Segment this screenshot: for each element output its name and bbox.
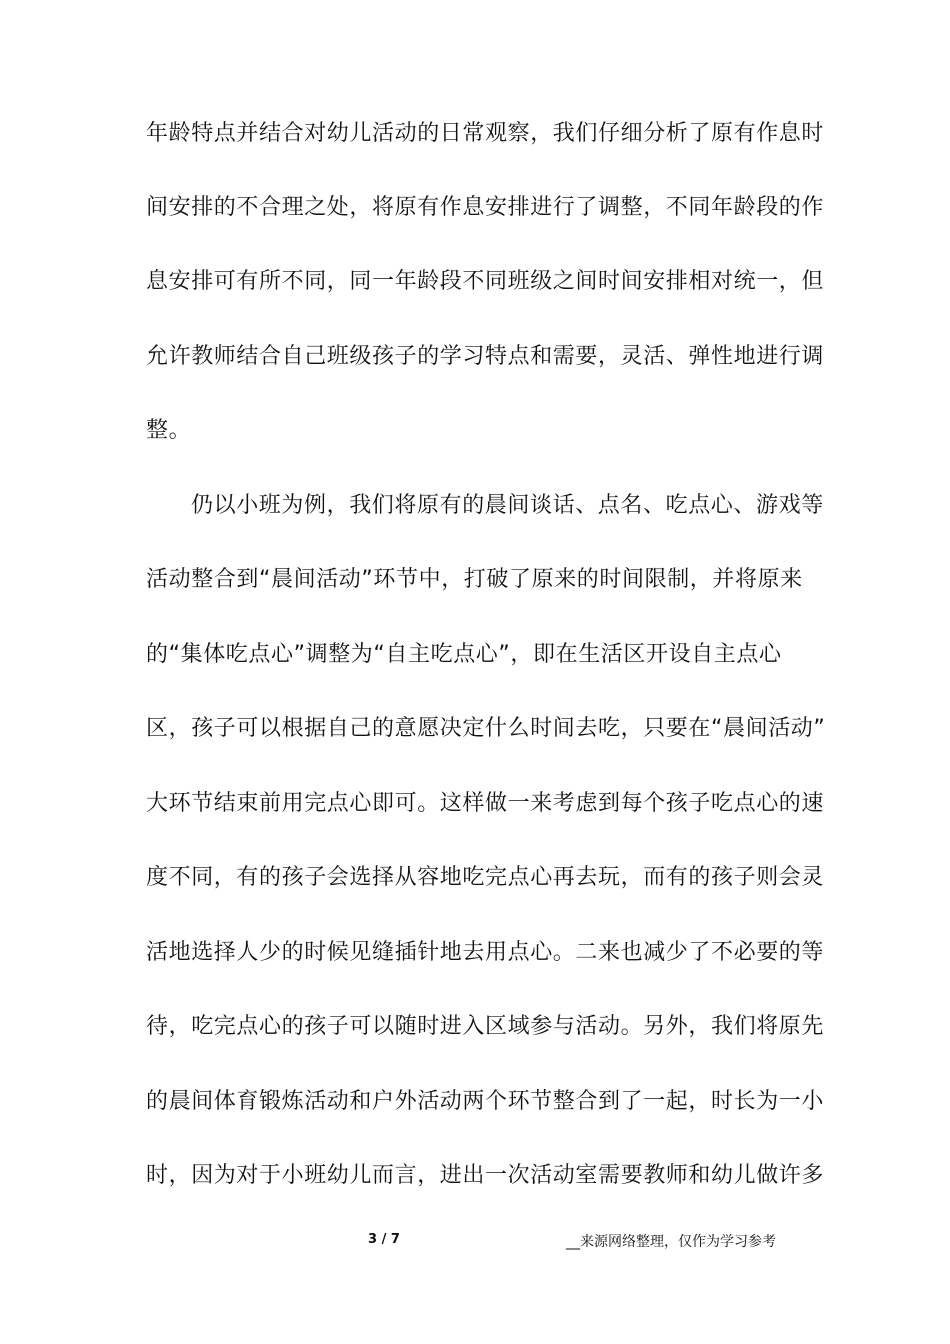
text-line-2: 间安排的不合理之处，将原有作息安排进行了调整，不同年龄段的作 bbox=[146, 195, 825, 220]
page-number: 3 / 7 bbox=[368, 1232, 400, 1247]
text-line-7: 活动整合到“晨间活动”环节中，打破了原来的时间限制，并将原来 bbox=[146, 567, 803, 592]
text-line-13: 待，吃完点心的孩子可以随时进入区域参与活动。另外，我们将原先 bbox=[146, 1014, 825, 1039]
text-line-12: 活地选择人少的时候见缝插针地去用点心。二来也减少了不必要的等 bbox=[146, 940, 825, 965]
text-line-14: 的晨间体育锻炼活动和户外活动两个环节整合到了一起，时长为一小 bbox=[146, 1089, 825, 1114]
text-line-3: 息安排可有所不同，同一年龄段不同班级之间时间安排相对统一，但 bbox=[146, 269, 825, 294]
text-line-4: 允许教师结合自己班级孩子的学习特点和需要，灵活、弹性地进行调 bbox=[146, 344, 825, 369]
text-line-6: 仍以小班为例，我们将原有的晨间谈话、点名、吃点心、游戏等 bbox=[191, 493, 824, 518]
text-line-1: 年龄特点并结合对幼儿活动的日常观察，我们仔细分析了原有作息时 bbox=[146, 121, 825, 146]
text-line-9: 区，孩子可以根据自己的意愿决定什么时间去吃，只要在“晨间活动” bbox=[146, 716, 826, 741]
text-line-5: 整。 bbox=[146, 418, 192, 443]
text-line-11: 度不同，有的孩子会选择从容地吃完点心再去玩，而有的孩子则会灵 bbox=[146, 865, 825, 890]
footer-note: __来源网络整理，仅作为学习参考 bbox=[566, 1234, 776, 1250]
text-line-8: 的“集体吃点心”调整为“自主吃点心”，即在生活区开设自主点心 bbox=[146, 642, 782, 667]
text-line-15: 时，因为对于小班幼儿而言，进出一次活动室需要教师和幼儿做许多 bbox=[146, 1163, 825, 1188]
text-line-10: 大环节结束前用完点心即可。这样做一来考虑到每个孩子吃点心的速 bbox=[146, 791, 825, 816]
